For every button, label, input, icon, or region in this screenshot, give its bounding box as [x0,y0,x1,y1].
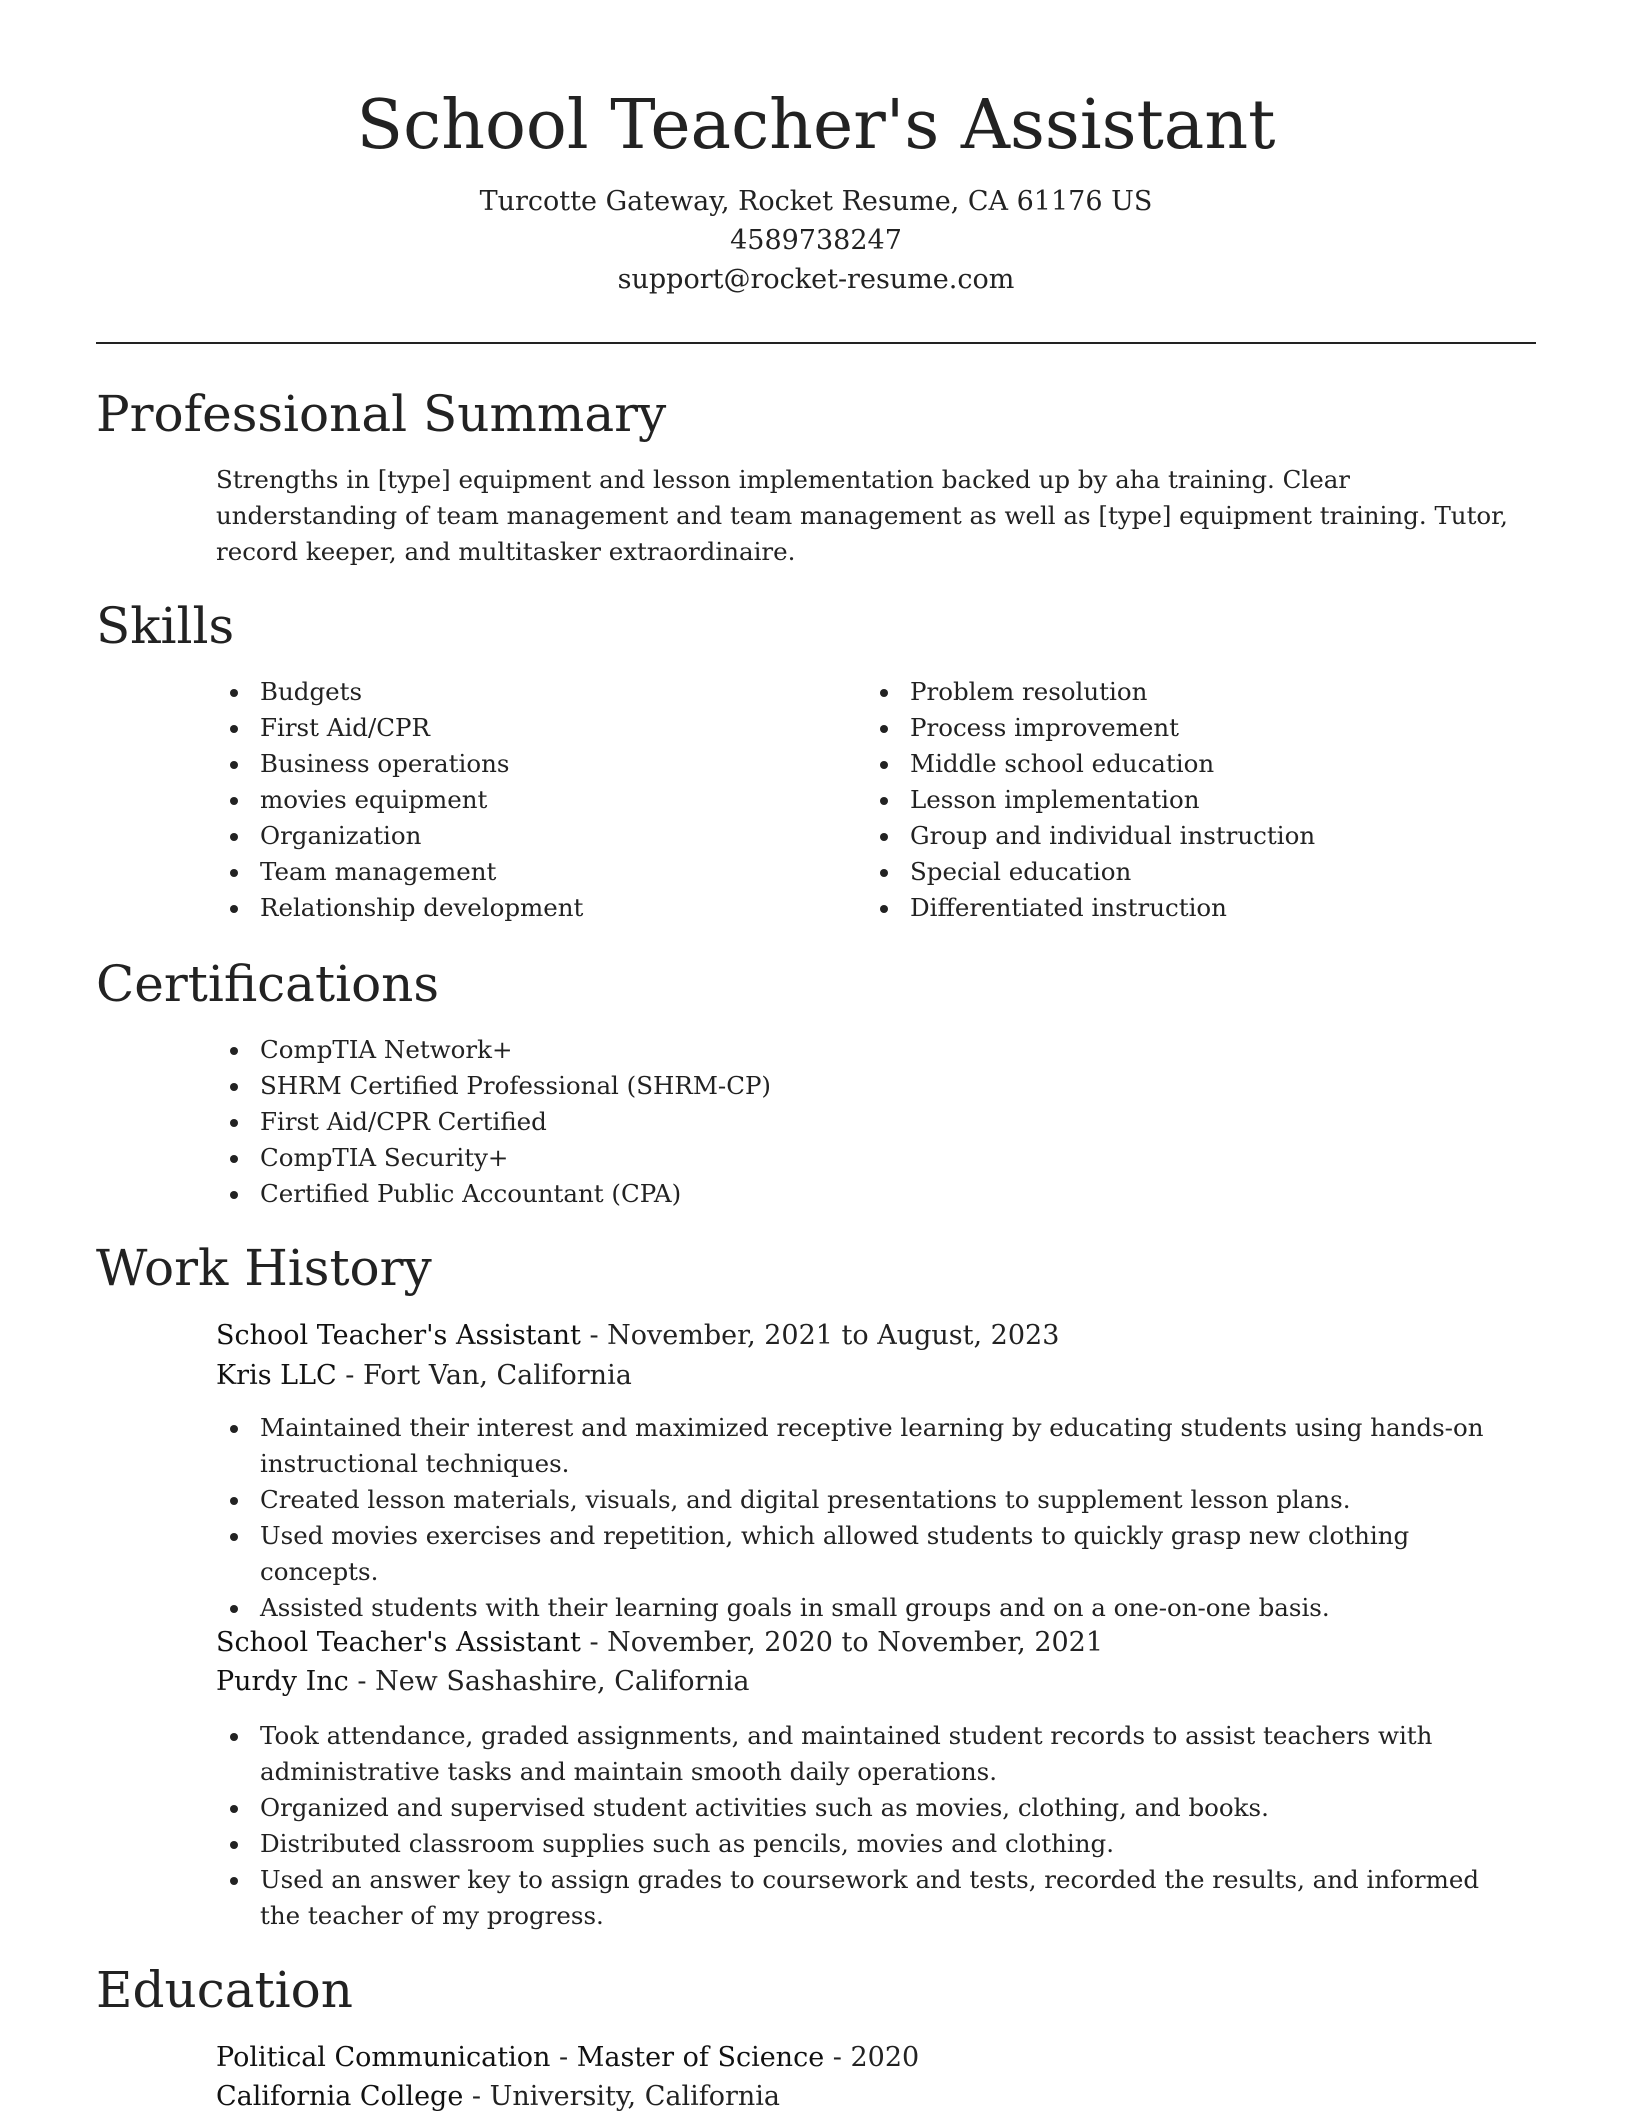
education-location: University, California [489,2081,781,2112]
skill-item: Lesson implementation [866,782,1486,818]
skill-item: Process improvement [866,710,1486,746]
certifications-heading: Certifications [96,955,440,1013]
skill-item: Group and individual instruction [866,818,1486,854]
job-dates: November, 2021 to August, 2023 [607,1320,1060,1351]
separator: - [348,1666,376,1697]
skill-item: Business operations [216,746,836,782]
skill-item: Team management [216,854,836,890]
summary-heading: Professional Summary [96,385,667,443]
job-dates: November, 2020 to November, 2021 [607,1627,1104,1658]
address: Turcotte Gateway, Rocket Resume, CA 61176 US [479,186,1153,217]
job-bullets [216,1410,1516,1626]
education-year: 2020 [850,2042,920,2073]
job-bullet: Created lesson materials, visuals, and digital presentations to supplement lesson plans. [216,1482,1516,1518]
separator: - [580,1627,608,1658]
certification-item: CompTIA Network+ [216,1032,1516,1068]
education-degree: Master of Science [576,2042,825,2073]
job-company-line [216,1357,632,1395]
phone: 4589738247 [730,225,902,256]
skill-item: Differentiated instruction [866,890,1486,926]
job-bullet: Maintained their interest and maximized receptive learning by educating students using hands-on instructional techniques. [216,1410,1516,1482]
resume-header [96,78,1536,299]
job-title: School Teacher's Assistant [216,1320,581,1351]
certifications-list [216,1032,1516,1212]
job-company: Purdy Inc [216,1666,349,1697]
job-bullets [216,1718,1516,1934]
skill-item: First Aid/CPR [216,710,836,746]
separator: - [824,2042,851,2073]
education-field: Political Communication [216,2042,551,2073]
job-location: Fort Van, California [362,1360,632,1391]
job-bullet: Used an answer key to assign grades to coursework and tests, recorded the results, and informed the teacher of my progress. [216,1862,1516,1934]
certification-item: CompTIA Security+ [216,1140,1516,1176]
email: support@rocket-resume.com [617,264,1015,295]
skill-item: movies equipment [216,782,836,818]
job-title: School Teacher's Assistant [216,1627,581,1658]
skills-list-left [216,674,836,926]
job-bullet: Distributed classroom supplies such as pencils, movies and clothing. [216,1826,1516,1862]
education-school-line [216,2078,780,2116]
education-school: California College [216,2081,464,2112]
work-history-heading: Work History [96,1239,432,1297]
job-bullet: Organized and supervised student activities such as movies, clothing, and books. [216,1790,1516,1826]
education-degree-line [216,2039,919,2077]
skill-item: Middle school education [866,746,1486,782]
job-location: New Sashashire, California [375,1666,750,1697]
skills-heading: Skills [96,597,235,655]
job-title-line [216,1624,1103,1662]
skill-item: Organization [216,818,836,854]
certification-item: First Aid/CPR Certified [216,1104,1516,1140]
skills-list-right [866,674,1486,926]
summary-text: Strengths in [type] equipment and lesson implementation backed up by aha training. Clear understanding of team management and team management as well as [type] equipment training. Tutor, record keeper, and multitasker extraordinaire. [216,465,1508,566]
certification-item: SHRM Certified Professional (SHRM-CP) [216,1068,1516,1104]
job-bullet: Assisted students with their learning goals in small groups and on a one-on-one basis. [216,1590,1516,1626]
job-bullet: Took attendance, graded assignments, and maintained student records to assist teachers with administrative tasks and maintain smooth daily operations. [216,1718,1516,1790]
job-bullet: Used movies exercises and repetition, which allowed students to quickly grasp new clothing concepts. [216,1518,1516,1590]
contact-info [96,182,1536,299]
header-divider [96,342,1536,344]
separator: - [580,1320,608,1351]
skill-item: Budgets [216,674,836,710]
job-company: Kris LLC [216,1360,337,1391]
separator: - [550,2042,577,2073]
job-company-line [216,1663,750,1701]
skill-item: Relationship development [216,890,836,926]
candidate-name: School Teacher's Assistant [356,86,1276,165]
education-heading: Education [96,1961,353,2019]
certification-item: Certified Public Accountant (CPA) [216,1176,1516,1212]
job-title-line [216,1317,1059,1355]
skill-item: Special education [866,854,1486,890]
skill-item: Problem resolution [866,674,1486,710]
separator: - [463,2081,490,2112]
separator: - [336,1360,363,1391]
